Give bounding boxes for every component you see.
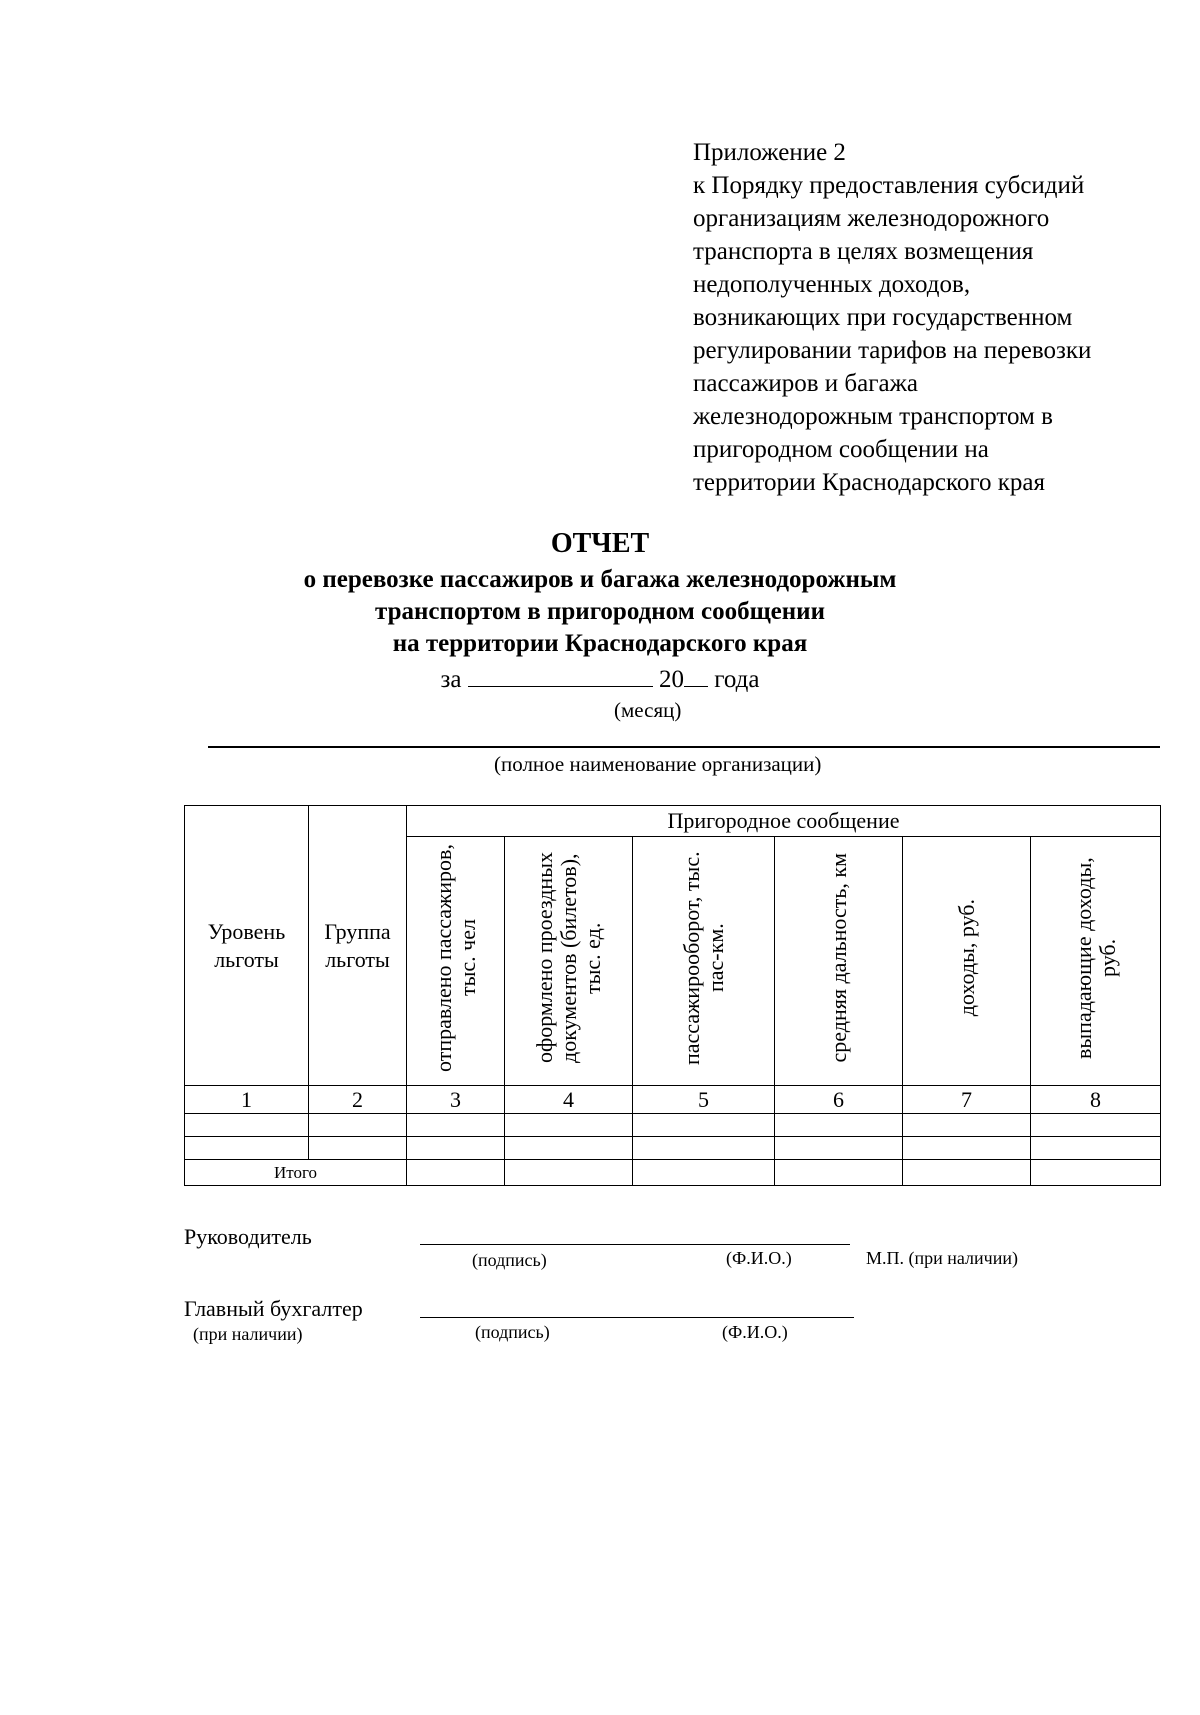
stamp-hint: М.П. (при наличии)	[866, 1248, 1018, 1268]
header-benefit-group	[309, 806, 407, 1086]
head-signature-field[interactable]	[420, 1244, 850, 1245]
header-income	[903, 837, 1031, 1086]
month-blank-field[interactable]	[468, 664, 653, 687]
subtitle-line: на территории Краснодарского края	[392, 630, 808, 657]
header-suburban-group: Пригородное сообщение	[407, 806, 1161, 837]
table-cell[interactable]	[185, 1137, 309, 1160]
total-cell[interactable]	[633, 1160, 775, 1186]
accountant-signature-hint: (подпись)	[475, 1322, 550, 1342]
vertical-header-text: выпадающие доходы, руб.	[1070, 857, 1120, 1059]
appendix-line: организациям железнодорожного	[693, 205, 1050, 232]
table-cell[interactable]	[505, 1137, 633, 1160]
vertical-header-text: пассажирооборот, тыс. пас-км.	[678, 851, 728, 1065]
accountant-signature-field[interactable]	[420, 1317, 854, 1318]
column-number: 2	[309, 1086, 407, 1114]
accountant-label: Главный бухгалтер	[184, 1296, 363, 1321]
report-subtitle	[0, 564, 1200, 660]
total-cell[interactable]	[407, 1160, 505, 1186]
period-prefix: за	[440, 666, 462, 693]
table-cell[interactable]	[775, 1137, 903, 1160]
table-cell[interactable]	[505, 1114, 633, 1137]
table-cell[interactable]	[1031, 1137, 1161, 1160]
table-row	[185, 1137, 1161, 1160]
appendix-line: Приложение 2	[693, 139, 846, 166]
header-passenger-turnover	[633, 837, 775, 1086]
month-hint: (месяц)	[614, 698, 682, 722]
header-line: льготы	[214, 946, 279, 972]
appendix-line: территории Краснодарского края	[693, 469, 1045, 496]
column-number: 6	[775, 1086, 903, 1114]
column-number-row	[185, 1086, 1161, 1114]
appendix-line: пригородном сообщении на	[693, 436, 989, 463]
year-prefix: 20	[659, 666, 684, 693]
header-average-distance	[775, 837, 903, 1086]
vertical-header-text: средняя дальность, км	[825, 853, 851, 1063]
total-cell[interactable]	[1031, 1160, 1161, 1186]
column-number: 3	[407, 1086, 505, 1114]
year-blank-field[interactable]	[684, 664, 708, 687]
subtitle-line: о перевозке пассажиров и багажа железнодорожным	[303, 566, 897, 593]
appendix-line: к Порядку предоставления субсидий	[693, 172, 1085, 199]
total-cell[interactable]	[903, 1160, 1031, 1186]
table-cell[interactable]	[185, 1114, 309, 1137]
header-benefit-level	[185, 806, 309, 1086]
column-number: 7	[903, 1086, 1031, 1114]
table-cell[interactable]	[633, 1114, 775, 1137]
subtitle-line: транспортом в пригородном сообщении	[375, 598, 825, 625]
appendix-line: транспорта в целях возмещения	[693, 238, 1034, 265]
period-suffix: года	[714, 666, 760, 693]
organization-name-field[interactable]	[208, 746, 1160, 748]
header-line: льготы	[325, 946, 390, 972]
appendix-line: недополученных доходов,	[693, 271, 971, 298]
total-cell[interactable]	[775, 1160, 903, 1186]
head-label: Руководитель	[184, 1224, 312, 1249]
head-name-hint: (Ф.И.О.)	[726, 1248, 792, 1268]
appendix-block	[693, 136, 1163, 499]
column-number: 1	[185, 1086, 309, 1114]
header-tickets-issued	[505, 837, 633, 1086]
report-period	[0, 664, 1200, 694]
table-cell[interactable]	[309, 1137, 407, 1160]
table-row	[185, 1114, 1161, 1137]
table-cell[interactable]	[1031, 1114, 1161, 1137]
table-cell[interactable]	[407, 1137, 505, 1160]
vertical-header-text: доходы, руб.	[953, 899, 979, 1017]
appendix-line: железнодорожным транспортом в	[693, 403, 1053, 430]
header-line: Группа	[324, 918, 391, 944]
appendix-line: пассажиров и багажа	[693, 370, 918, 397]
appendix-line: возникающих при государственном	[693, 304, 1073, 331]
header-lost-income	[1031, 837, 1161, 1086]
organization-hint: (полное наименование организации)	[494, 752, 822, 776]
report-table	[184, 805, 1161, 1186]
total-cell[interactable]	[505, 1160, 633, 1186]
header-line: Уровень	[207, 918, 286, 944]
vertical-header-text: отправлено пассажиров, тыс. чел	[430, 844, 480, 1072]
table-cell[interactable]	[903, 1114, 1031, 1137]
table-cell[interactable]	[309, 1114, 407, 1137]
vertical-header-text: оформлено проездных документов (билетов), тыс. ед.	[531, 852, 605, 1064]
report-title: ОТЧЕТ	[550, 528, 650, 559]
accountant-name-hint: (Ф.И.О.)	[722, 1322, 788, 1342]
table-cell[interactable]	[903, 1137, 1031, 1160]
table-cell[interactable]	[407, 1114, 505, 1137]
header-passengers-sent	[407, 837, 505, 1086]
accountant-sub-label: (при наличии)	[193, 1324, 303, 1344]
column-number: 8	[1031, 1086, 1161, 1114]
total-label: Итого	[185, 1160, 407, 1186]
column-number: 5	[633, 1086, 775, 1114]
column-number: 4	[505, 1086, 633, 1114]
table-cell[interactable]	[633, 1137, 775, 1160]
table-cell[interactable]	[775, 1114, 903, 1137]
head-signature-hint: (подпись)	[472, 1250, 547, 1270]
total-row	[185, 1160, 1161, 1186]
appendix-line: регулировании тарифов на перевозки	[693, 337, 1092, 364]
